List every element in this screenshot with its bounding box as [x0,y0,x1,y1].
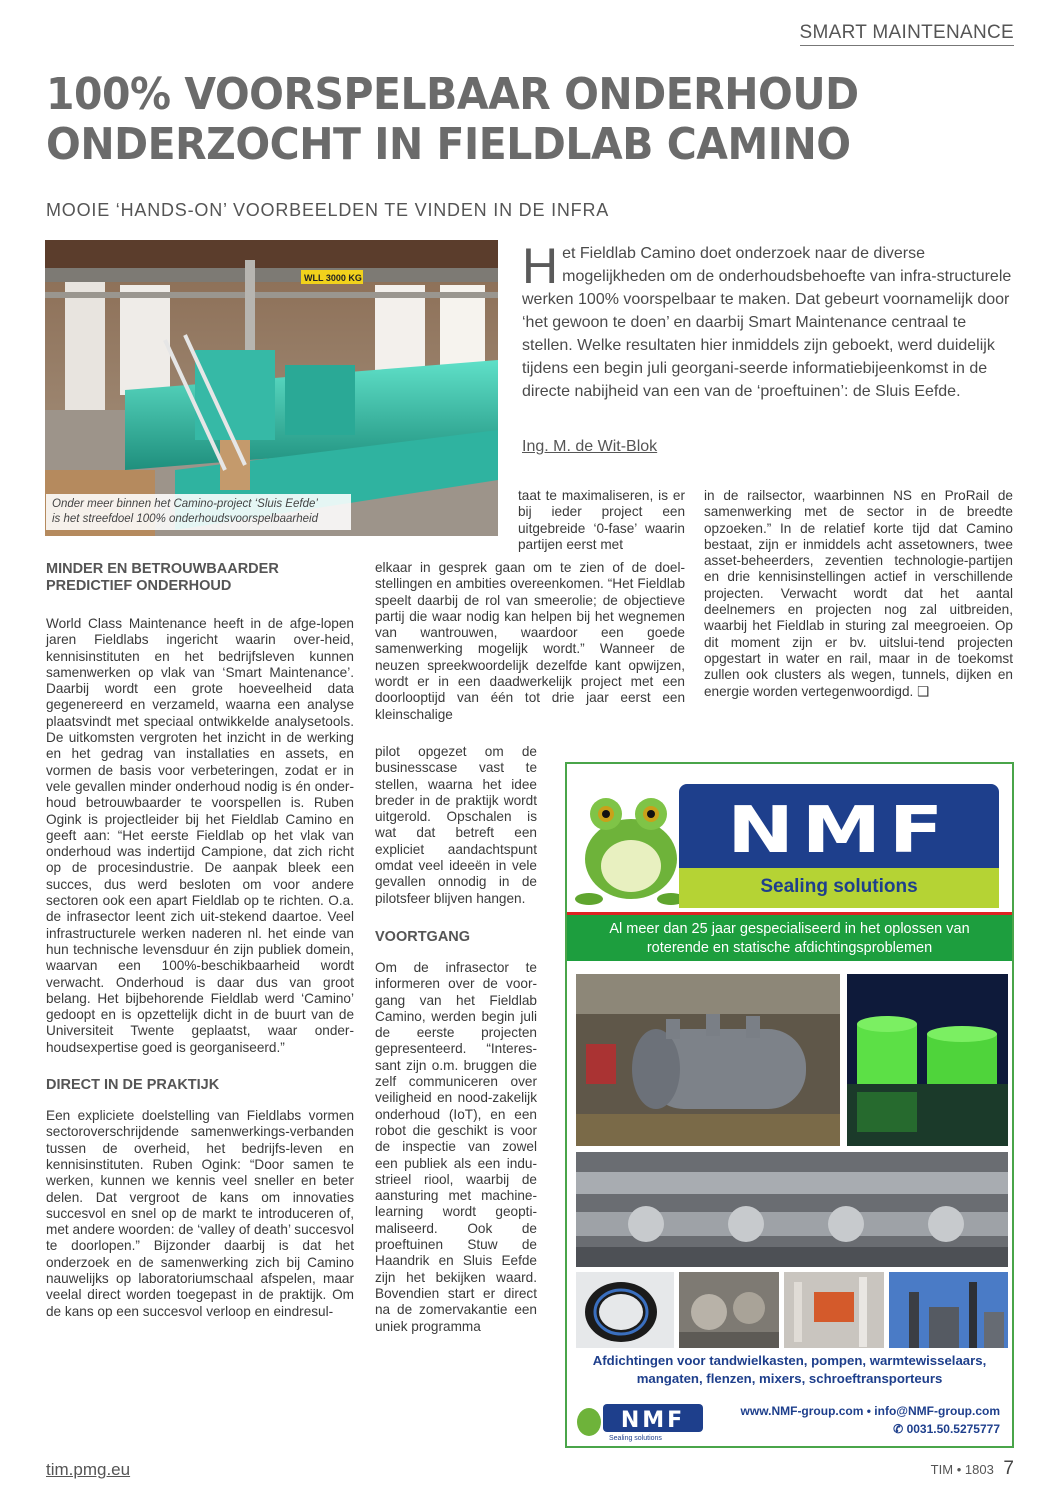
ad-banner [567,915,1012,961]
small-logo-sub: Sealing solutions [609,1435,662,1442]
ad-photo-refinery [889,1272,1008,1348]
ad-photo-flanges [679,1272,779,1348]
column-3 [704,488,1013,700]
end-mark: ❑ [917,683,930,699]
ad-photo-seal-ring [576,1272,674,1348]
magazine-name: TIM [930,1462,954,1477]
paragraph: taat te maximaliseren, is er bij ieder project een uitgebreide ‘0-fase’ waarin partijen eerst met [518,488,685,552]
paragraph: Om de infrasector te informeren over de voor-gang van het Fieldlab Camino, werden begin juli de eerste projecten gepresenteerd. “Interes-sant zijn o.m. bruggen die zelf communiceren over veiligheid en nood-zakelijk onderhoud (IoT), en een robot die geschikt is voor de inspectie van zowel een publiek als een indu-strieel riool, waarbij de aansturing met machine-learning wordt geopti-maliseerd. Ook de proeftuinen Stuw de Haandrik en Sluis Eefde zijn het bekijken waard. Bovendien start er direct na de zomervakantie een uniek programma [375,959,537,1334]
tagline-line-2: mangaten, flenzen, mixers, schroeftransporteurs [636,1371,943,1386]
caption-line-2: is het streefdoel 100% onderhoudsvoorspelbaarheid [52,513,318,525]
banner-line-2: roterende en statische afdichtingsproblemen [646,940,933,956]
ad-tagline [567,1352,1012,1388]
page-number: 7 [1003,1458,1014,1479]
column-1 [46,561,354,1320]
ad-photo-plant [784,1272,884,1348]
page-title [46,70,902,170]
caption-line-1: Onder meer binnen het Camino-project ‘Sluis Eefde’ [52,498,318,510]
separator: • [956,1462,962,1477]
paragraph: World Class Maintenance heeft in de afge-lopen jaren Fieldlabs ingericht waarin over-heid, kennisinstituten en het bedrijfsleven kunnen samenwerken op vlak van ‘Smart Maintenance’. Daarbij wordt een grote hoeveelheid data gegenereerd en verzameld, waarna een analyse plaatsvindt met speciaal ontwikkelde analysetools. De uitkomsten vergroten het inzicht in de werking en het gedrag van installaties en assets, en vormen de basis voor verbeteringen, zodat er in vele gevallen minder onderhoud nodig is én onder-houd betrouwbaarder te voorspellen is. Ruben Ogink is projectleider bij het Fieldlab Camino en geeft aan: “Het eerste Fieldlab op het vlak van onderhoud was indertijd Campione, dat zich richt op de procesindustrie. De aanpak bleek een succes, dus werd besloten om voor andere sectoren ook een apart Fieldlab op te richten. O.a. de infrasector leent zich uit-stekend daartoe. Veel infrastructurele werken naderen nl. het einde van hun technische levensduur én zijn publiek domein, waarvan een 100%-beschikbaarheid wordt verwacht. Onderhoud is daar dus van groot belang. Het bijbehorende Fieldlab werd ‘Camino’ gedoopt en is opzettelijk dicht in de buurt van de Universiteit Twente geplaatst, waar onder-houdsexpertise goed is georganiseerd.” [46,616,354,1055]
paragraph-text: in de railsector, waarbinnen NS en ProRail de samenwerking met de sector in de breedte opzoeken.” In de relatief korte tijd dat Camino bestaat, zijn er inmiddels acht assetowners, twee asset-beheerders, zeventien technologie-partijen en drie kennisinstellingen actief in verschillende projecten. Verwacht wordt dat het aantal deelnemers en projecten nog zal uitbreiden, waarbij het Fieldlab in sturing zal meegroeien. Op dit moment zijn er bv. uitslui-tend projecten opgestart in water en rail, maar in de toekomst zullen ook clusters als wegen, tunnels, dijken en energie worden vertegenwoordigd. [704,488,1013,699]
footer-site[interactable]: tim.pmg.eu [46,1460,131,1479]
title-line-2: ONDERZOCHT IN FIELDLAB CAMINO [46,119,851,170]
title-line-1: 100% VOORSPELBAAR ONDERHOUD [46,69,859,120]
section-label: SMART MAINTENANCE [800,22,1014,46]
phone [741,1420,1000,1438]
author: Ing. M. de Wit-Blok [522,438,658,455]
ad-contact [741,1402,1000,1438]
intro-text: et Fieldlab Camino doet onderzoek naar de diverse mogelijkheden om de onderhoudsbehoefte van infra-structurele werken 100% voorspelbaar te maken. Dat gebeurt voornamelijk door ‘het gewoon te doen’ en daarbij Smart Maintenance centraal te stellen. Welke resultaten hier inmiddels zijn geboekt, werd duidelijk tijdens een begin juli georgani-seerde informatiebijeenkomst in de directe nabijheid van een van de ‘proeftuinen’: de Sluis Eefde. [522,245,1012,400]
web-and-email: www.NMF-group.com • info@NMF-group.com [740,1404,1000,1418]
crane-sign: WLL 3000 KG [304,273,362,283]
small-logo-text: NMF [620,1408,686,1433]
heading-direct-in-de-praktijk: DIRECT IN DE PRAKTIJK [46,1077,220,1094]
footer-page-info [931,1458,1014,1480]
photo-caption [46,494,351,530]
nmf-advertisement [565,762,1014,1448]
paragraph: pilot opgezet om de businesscase vast te stellen, waarna het idee breder in de praktijk wordt uitgerold. Opschalen is wat dat betreft een expliciet aandachtspunt omdat veel ideeën in vele gevallen onnodig in de pilotsfeer blijven hangen. [375,744,537,906]
intro-paragraph [522,238,1014,403]
paragraph: elkaar in gesprek gaan om te zien of de doel-stellingen en ambities overeenkomen. “Het Fieldlab speelt daarbij de rol van smeerolie; de objectieve partij die waar nodig kan helpen bij het wegnemen van wantrouwen, waardoor een goede samenwerking mogelijk wordt.” Wanneer de neuzen spreekwoordelijk dezelfde kant opwijzen, wordt er in een daadwerkelijk project met een doorlooptijd van één tot drie jaar eerst een kleinschalige [375,560,685,722]
page-subtitle: MOOIE ‘HANDS-ON’ VOORBEELDEN TE VINDEN IN DE INFRA [46,200,610,220]
ad-photo-pipework [576,1152,1008,1267]
column-2-narrow [375,744,537,1335]
ad-photo-heat-exchanger [576,974,840,1146]
heading-voortgang: VOORTGANG [375,928,471,945]
dropcap: H [522,238,559,294]
nmf-small-logo [575,1398,705,1442]
phone-number: 0031.50.5275777 [906,1422,1000,1436]
issue-number: 1803 [964,1462,994,1477]
heading-minder-en-betrouwbaarder: MINDER EN BETROUWBAARDER PREDICTIEF ONDERHOUD [46,561,279,594]
nmf-logo [679,784,999,878]
ad-photo-tanks-night [847,974,1008,1146]
column-2-top [518,488,685,553]
tagline-line-1: Afdichtingen voor tandwielkasten, pompen, warmtewisselaars, [592,1353,987,1368]
nmf-logo-text: NMF [727,794,951,868]
sealing-solutions: Sealing solutions [760,876,918,897]
column-2-wide [375,560,685,723]
article-photo [45,240,498,536]
phone-icon: ✆ [893,1422,904,1436]
paragraph: Een expliciete doelstelling van Fieldlabs vormen sectoroverschrijdende samenwerkings-verbanden tussen de overheid, het bedrijfs-leven en kennisinstituten. Ruben Ogink: “Door samen te werken, kunnen we kennis veel sneller en beter delen. Dat vergroot de kans om innovaties succesvol en snel op de markt te introduceren of, met andere woorden: de ‘valley of death’ succesvol te doorlopen.” Bijzonder daarbij is dat het onderzoek en de samenwerking zich bij Camino nauwelijks op laboratoriumschaal afspelen, maar veelal direct worden toegepast in de praktijk. Om de kans op een succesvol verloop en eindresul- [46,1108,354,1319]
banner-line-1: Al meer dan 25 jaar gespecialiseerd in het oplossen van [609,921,970,937]
paragraph [704,488,1013,700]
